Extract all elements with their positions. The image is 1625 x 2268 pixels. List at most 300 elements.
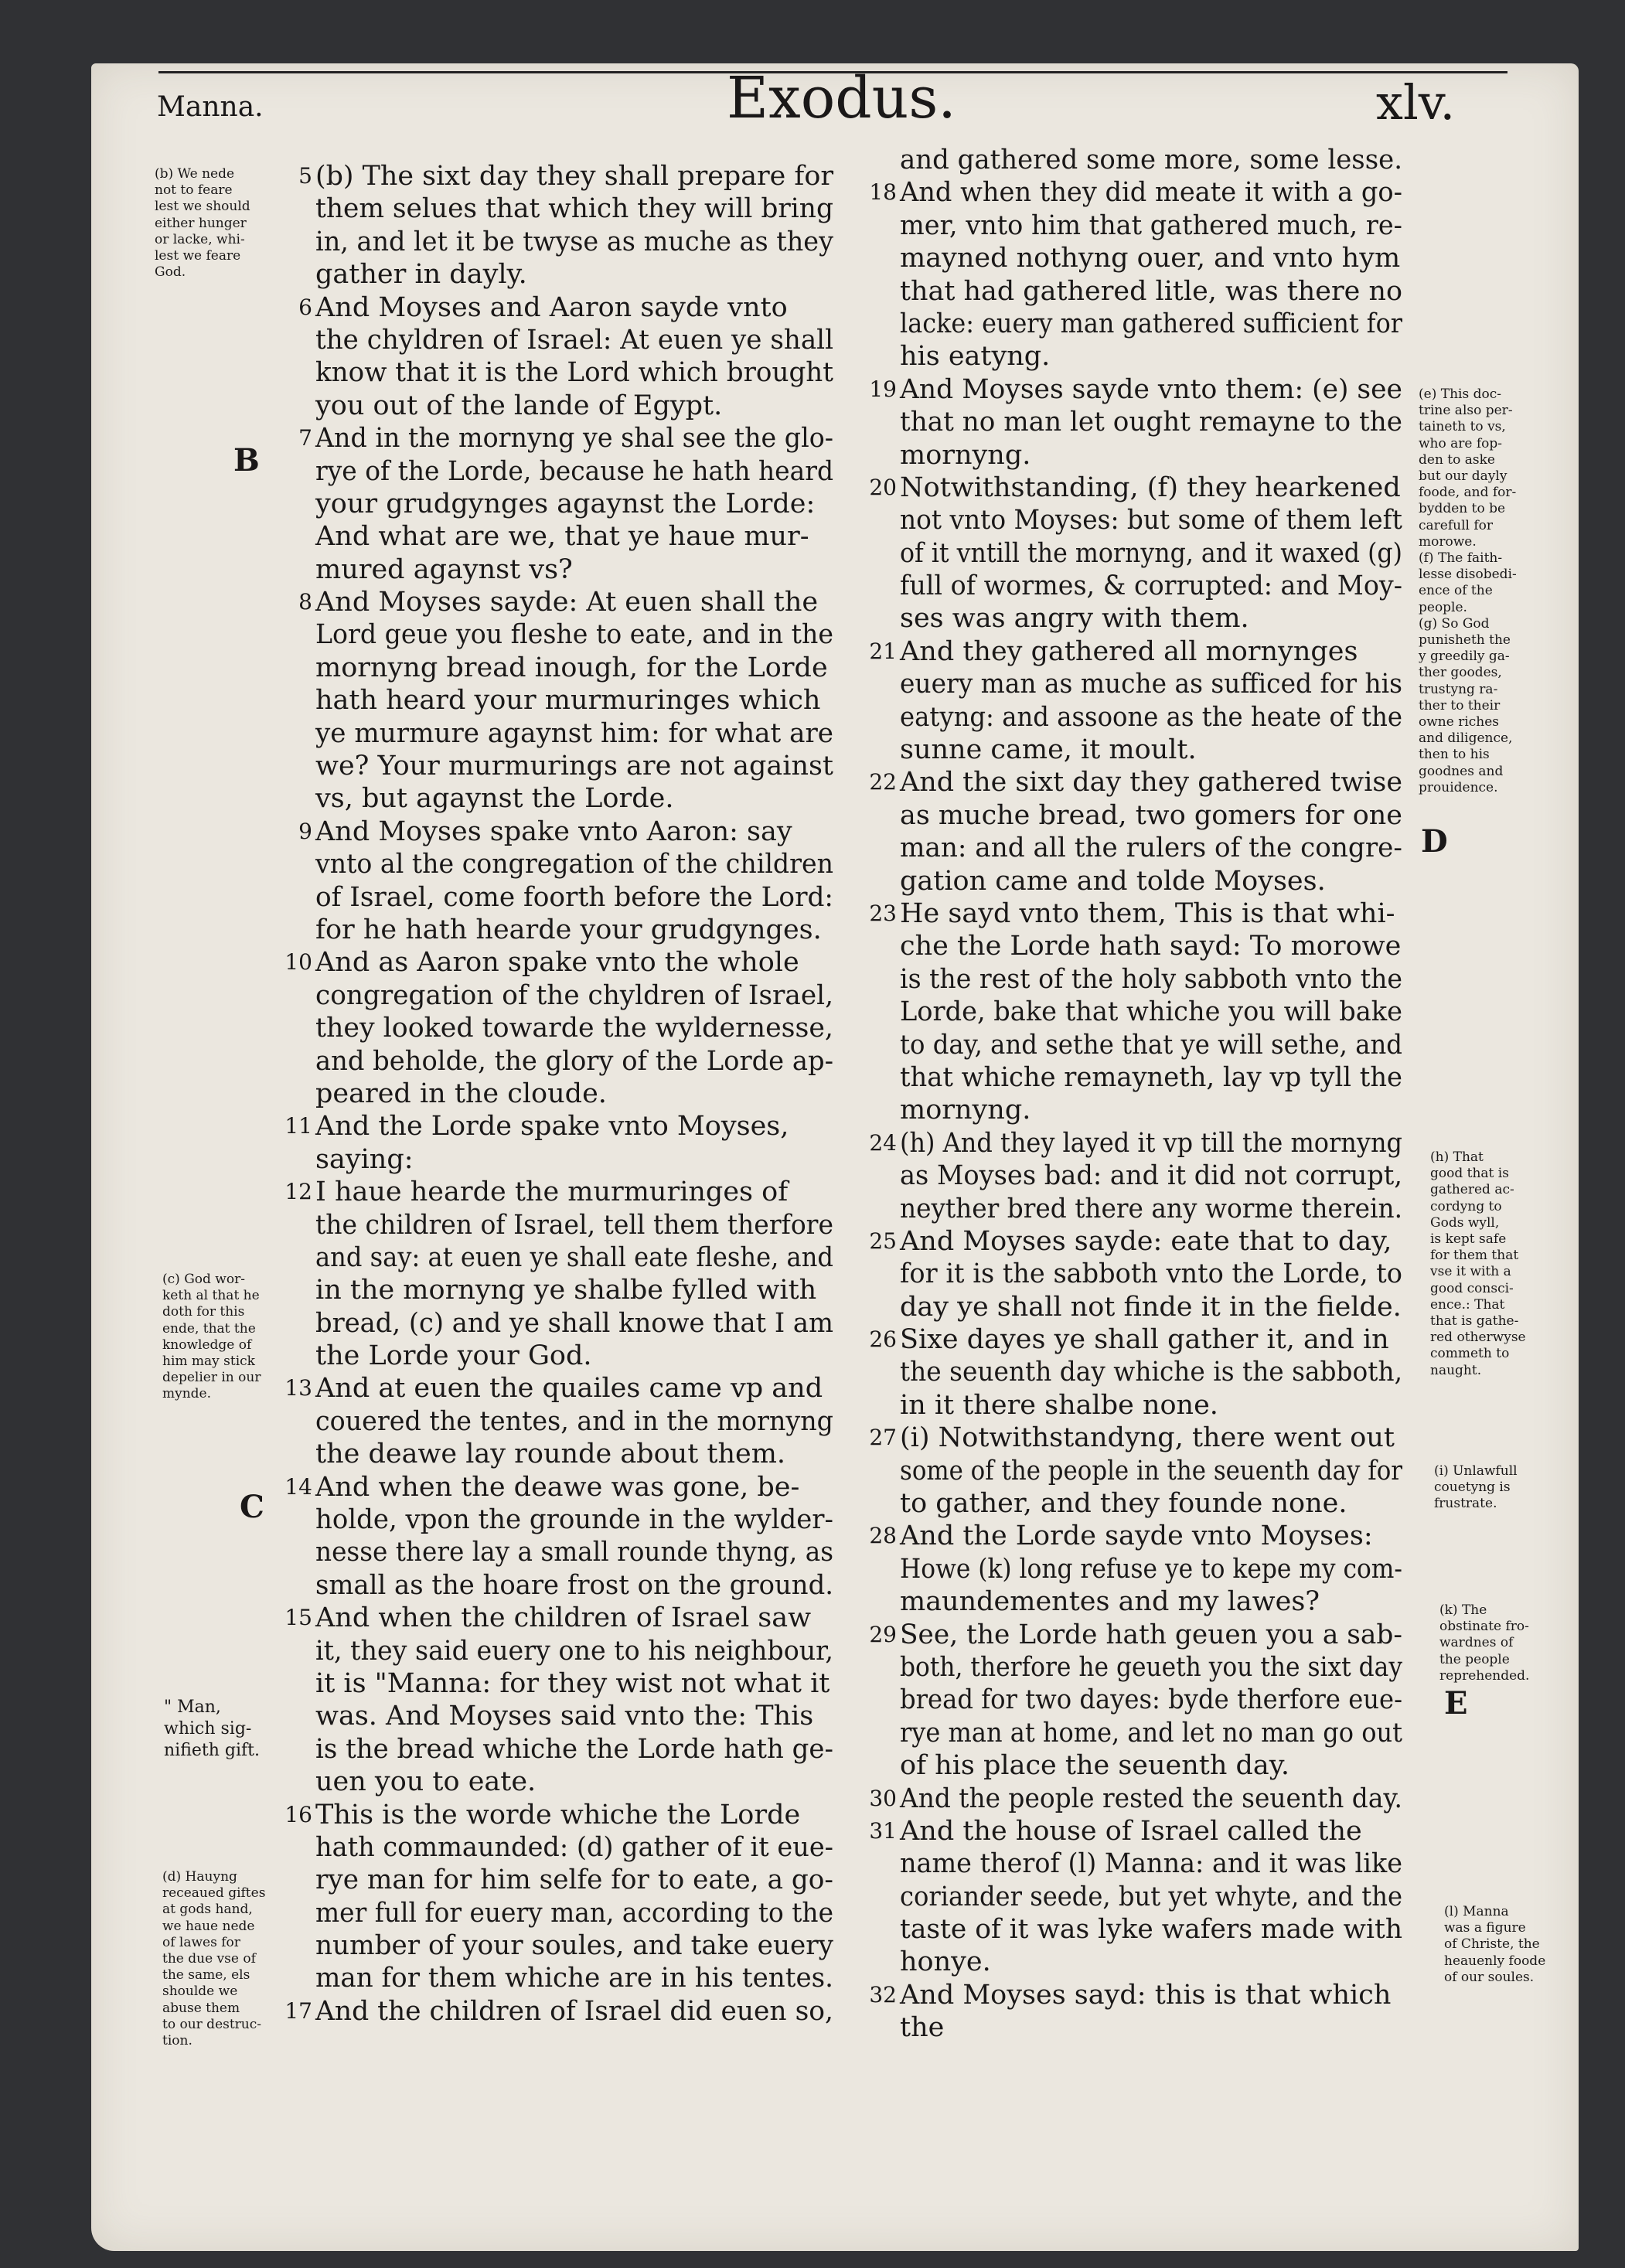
note-line: depelier in our xyxy=(162,1370,261,1386)
text-line xyxy=(900,144,1404,176)
note-line: which sig- xyxy=(164,1719,252,1738)
note-line: doth for this xyxy=(162,1304,245,1320)
verse-text: full of wormes, & corrupted: and Moy- xyxy=(900,570,1402,602)
text-line xyxy=(900,504,1404,536)
text-line xyxy=(284,1799,833,1831)
text-line xyxy=(315,258,833,291)
note-line: ende, that the xyxy=(162,1320,256,1337)
right-text-column xyxy=(869,144,1404,2045)
text-line xyxy=(315,914,833,946)
text-line xyxy=(315,1766,833,1798)
verse-text: and gathered some more, some lesse. xyxy=(900,145,1402,175)
marginal-note-h xyxy=(1430,1149,1526,1379)
note-line: cordyng to xyxy=(1430,1198,1502,1214)
text-line xyxy=(315,848,833,880)
verse-text: for he hath hearde your grudgynges. xyxy=(315,914,822,945)
verse-text: of it vntill the mornyng, and it waxed (g) xyxy=(900,537,1402,569)
note-line: lesse disobedi- xyxy=(1419,567,1517,583)
text-line xyxy=(869,1783,1404,1815)
verse-text: was. And Moyses said vnto the: This xyxy=(315,1701,814,1732)
section-letter-e: E xyxy=(1444,1685,1468,1721)
verse-number: 18 xyxy=(869,179,897,206)
text-line xyxy=(315,356,833,389)
note-line: ence of the xyxy=(1419,583,1493,599)
verse-number: 10 xyxy=(284,949,312,976)
note-line: commeth to xyxy=(1430,1346,1510,1362)
text-line xyxy=(900,570,1404,602)
text-line xyxy=(900,1455,1404,1487)
verse-number: 28 xyxy=(869,1523,897,1549)
note-line: not to feare xyxy=(155,182,233,199)
text-line xyxy=(284,1602,833,1634)
marginal-note-d xyxy=(162,1869,265,2049)
verse-number: 17 xyxy=(284,1997,312,2024)
note-line: red otherwyse xyxy=(1430,1330,1526,1346)
running-head: Manna. xyxy=(157,91,264,123)
verse-text: mornyng. xyxy=(900,439,1031,471)
text-line xyxy=(900,1094,1404,1126)
verse-text: hath heard your murmuringes which xyxy=(315,685,821,717)
text-line xyxy=(315,553,833,586)
text-line xyxy=(900,832,1404,864)
note-line: of lawes for xyxy=(162,1934,240,1950)
verse-text: And the people rested the seuenth day. xyxy=(900,1783,1402,1814)
verse-text: in it there shalbe none. xyxy=(900,1389,1218,1421)
note-line: goodnes and xyxy=(1419,763,1504,779)
note-line: Gods wyll, xyxy=(1430,1214,1500,1231)
text-line xyxy=(900,1847,1404,1880)
text-line xyxy=(315,1831,833,1864)
text-line xyxy=(900,1684,1404,1716)
note-line: foode, and for- xyxy=(1419,485,1517,501)
book-title: Exodus. xyxy=(727,65,956,131)
text-line xyxy=(900,1356,1404,1388)
verse-text: And the Lorde sayde vnto Moyses: xyxy=(900,1521,1373,1552)
note-line: (f) The faith- xyxy=(1419,550,1503,567)
text-line xyxy=(869,1127,1404,1160)
verse-number: 21 xyxy=(869,638,897,664)
text-line xyxy=(315,782,833,815)
verse-text: bread, (c) and ye shall knowe that I am xyxy=(315,1307,833,1339)
note-line: reprehended. xyxy=(1439,1667,1530,1684)
marginal-note-k xyxy=(1439,1602,1529,1684)
note-line: den to aske xyxy=(1419,451,1495,468)
text-line xyxy=(900,1487,1404,1520)
text-line xyxy=(869,1979,1404,2011)
verse-text: And Moyses sayde: eate that to day, xyxy=(900,1225,1392,1257)
verse-text: that no man let ought remayne to the xyxy=(900,407,1402,438)
verse-number: 14 xyxy=(284,1473,312,1500)
text-line xyxy=(315,1078,833,1110)
section-letter-b: B xyxy=(233,442,260,478)
verse-text: number of your soules, and take euery xyxy=(315,1930,833,1962)
verse-number: 24 xyxy=(869,1129,897,1156)
text-line xyxy=(315,226,833,258)
text-line xyxy=(900,406,1404,438)
note-line: tion. xyxy=(162,2033,192,2049)
verse-number: 16 xyxy=(284,1801,312,1827)
verse-number: 25 xyxy=(869,1228,897,1254)
text-line xyxy=(900,701,1404,734)
verse-text: name therof (l) Manna: and it was like xyxy=(900,1848,1402,1880)
verse-text: is the bread whiche the Lorde hath ge- xyxy=(315,1733,833,1765)
verse-text: for it is the sabboth vnto the Lorde, to xyxy=(900,1258,1402,1290)
verse-text: is the rest of the holy sabboth vnto the xyxy=(900,963,1402,995)
verse-text: Notwithstanding, (f) they hearkened xyxy=(900,472,1401,503)
note-line: trustyng ra- xyxy=(1419,681,1498,697)
verse-text: eatyng: and assoone as the heate of the xyxy=(900,701,1402,733)
text-line xyxy=(869,176,1404,209)
text-line xyxy=(315,520,833,553)
text-line xyxy=(900,963,1404,996)
section-letter-d: D xyxy=(1421,823,1448,860)
verse-text: (i) Notwithstandyng, there went out xyxy=(900,1422,1395,1454)
note-line: lest we should xyxy=(155,199,250,215)
verse-number: 31 xyxy=(869,1817,897,1844)
text-line xyxy=(869,766,1404,799)
verse-text: the children of Israel, tell them therfore xyxy=(315,1209,833,1241)
verse-number: 26 xyxy=(869,1326,897,1353)
text-line xyxy=(315,1405,833,1438)
verse-number: 15 xyxy=(284,1605,312,1631)
verse-text: that had gathered litle, was there no xyxy=(900,275,1402,307)
text-line xyxy=(900,1651,1404,1684)
verse-text: them selues that which they will bring xyxy=(315,193,833,225)
note-line: (k) The xyxy=(1439,1602,1487,1618)
marginal-note-l xyxy=(1444,1904,1545,1986)
folio-number: xlv. xyxy=(1376,74,1456,131)
verse-text: some of the people in the seuenth day for xyxy=(900,1455,1402,1486)
text-line xyxy=(298,816,833,848)
verse-number: 9 xyxy=(298,818,312,844)
verse-text: And Moyses sayde vnto them: (e) see xyxy=(900,373,1402,405)
text-line xyxy=(900,1291,1404,1323)
note-line: owne riches xyxy=(1419,714,1500,730)
verse-text: know that it is the Lord which brought xyxy=(315,357,833,389)
verse-text: your grudgynges agaynst the Lorde: xyxy=(315,488,816,519)
text-line xyxy=(869,897,1404,930)
note-line: bydden to be xyxy=(1419,501,1506,517)
text-line xyxy=(900,1585,1404,1618)
text-line xyxy=(869,1619,1404,1651)
verse-text: saying: xyxy=(315,1143,414,1175)
verse-text: that whiche remayneth, lay vp tyll the xyxy=(900,1061,1402,1093)
verse-number: 32 xyxy=(869,1981,897,2007)
text-line xyxy=(315,1962,833,1994)
verse-text: hath commaunded: (d) gather of it eue- xyxy=(315,1831,833,1863)
text-line xyxy=(284,946,833,979)
verse-text: mer, vnto him that gathered much, re- xyxy=(900,209,1402,241)
text-line xyxy=(869,1815,1404,1847)
text-line xyxy=(315,1569,833,1602)
verse-number: 20 xyxy=(869,474,897,500)
note-line: good that is xyxy=(1430,1166,1509,1182)
verse-text: and say: at euen ye shall eate fleshe, and xyxy=(315,1241,833,1273)
note-line: vse it with a xyxy=(1430,1264,1511,1280)
text-line xyxy=(315,455,833,488)
verse-text: to day, and sethe that ye will sethe, and xyxy=(900,1029,1402,1061)
text-line xyxy=(900,1160,1404,1192)
note-line: either hunger xyxy=(155,215,247,231)
text-line xyxy=(315,1700,833,1732)
verse-text: And Moyses sayd: this is that which xyxy=(900,1979,1392,2011)
verse-text: And the Lorde spake vnto Moyses, xyxy=(315,1111,789,1143)
text-line xyxy=(315,881,833,914)
note-line: good consci- xyxy=(1430,1280,1514,1296)
note-line: at gods hand, xyxy=(162,1902,253,1918)
note-line: nifieth gift. xyxy=(164,1741,260,1760)
verse-text: mornyng bread inough, for the Lorde xyxy=(315,652,828,683)
verse-text: of Israel, come foorth before the Lord: xyxy=(315,881,833,913)
note-line: was a figure xyxy=(1444,1920,1526,1936)
text-line xyxy=(315,1897,833,1929)
text-line xyxy=(315,324,833,356)
verse-text: (h) And they layed it vp till the mornyng xyxy=(900,1127,1402,1159)
marginal-note-i xyxy=(1434,1463,1518,1513)
verse-text: And when the deawe was gone, be- xyxy=(315,1471,800,1503)
note-line: is kept safe xyxy=(1430,1231,1507,1248)
note-line: knowledge of xyxy=(162,1337,252,1353)
text-line xyxy=(315,1340,833,1372)
verse-text: uen you to eate. xyxy=(315,1766,537,1798)
text-line xyxy=(315,750,833,782)
note-line: (c) God wor- xyxy=(162,1272,245,1287)
verse-text: ye murmure agaynst him: for what are xyxy=(315,717,833,749)
note-line: y greedily ga- xyxy=(1419,649,1510,665)
text-line xyxy=(315,1536,833,1568)
verse-text: mer full for euery man, according to the xyxy=(315,1897,833,1929)
note-line: the people xyxy=(1439,1651,1510,1667)
text-line xyxy=(900,865,1404,897)
note-line: lest we feare xyxy=(155,248,241,264)
verse-number: 27 xyxy=(869,1425,897,1451)
verse-text: peared in the cloude. xyxy=(315,1078,607,1109)
verse-number: 30 xyxy=(869,1785,897,1811)
verse-text: small as the hoare frost on the ground. xyxy=(315,1569,833,1601)
verse-text: not vnto Moyses: but some of them left xyxy=(900,505,1402,536)
note-line: naught. xyxy=(1430,1362,1482,1378)
text-line xyxy=(284,1176,833,1208)
text-line xyxy=(315,390,833,422)
text-line xyxy=(315,1667,833,1700)
text-line xyxy=(900,275,1404,308)
note-line: " Man, xyxy=(164,1698,221,1717)
text-line xyxy=(315,192,833,225)
note-line: him may stick xyxy=(162,1354,255,1370)
text-line xyxy=(869,1323,1404,1356)
text-line xyxy=(900,308,1404,340)
verse-text: they looked towarde the wyldernesse, xyxy=(315,1013,833,1044)
text-line xyxy=(298,422,833,455)
verse-text: And as Aaron spake vnto the whole xyxy=(315,947,799,979)
text-line xyxy=(900,668,1404,700)
note-line: to our destruc- xyxy=(162,2016,262,2032)
note-line: ther goodes, xyxy=(1419,665,1502,681)
text-line xyxy=(900,996,1404,1028)
note-line: ence.: That xyxy=(1430,1296,1505,1313)
verse-text: couered the tentes, and in the mornyng xyxy=(315,1405,833,1437)
section-letter-c: C xyxy=(240,1489,264,1525)
verse-text: it is "Manna: for they wist not what it xyxy=(315,1667,830,1699)
verse-number: 29 xyxy=(869,1621,897,1647)
verse-text: the xyxy=(900,2012,945,2044)
text-line xyxy=(315,1864,833,1896)
verse-text: This is the worde whiche the Lorde xyxy=(315,1799,801,1830)
verse-text: bread for two dayes: byde therfore eue- xyxy=(900,1684,1402,1716)
text-line xyxy=(315,1274,833,1306)
note-line: heauenly foode xyxy=(1444,1953,1546,1969)
verse-text: And the children of Israel did euen so, xyxy=(315,1995,833,2027)
verse-text: rye man for him selfe for to eate, a go- xyxy=(315,1864,833,1896)
verse-number: 7 xyxy=(298,425,312,451)
text-line xyxy=(315,1209,833,1241)
verse-text: mayned nothyng ouer, and vnto hym xyxy=(900,243,1401,274)
text-line xyxy=(900,799,1404,832)
note-line: obstinate fro- xyxy=(1439,1619,1529,1635)
note-line: punisheth the xyxy=(1419,632,1511,649)
note-line: the same, els xyxy=(162,1967,250,1984)
text-line xyxy=(315,684,833,717)
note-line: that is gathe- xyxy=(1430,1313,1519,1330)
note-line: abuse them xyxy=(162,2000,240,2016)
verse-text: in, and let it be twyse as muche as they xyxy=(315,226,833,257)
verse-text: the deawe lay rounde about them. xyxy=(315,1439,786,1470)
verse-number: 11 xyxy=(284,1113,312,1139)
verse-text: as muche bread, two gomers for one xyxy=(900,799,1402,831)
note-line: (l) Manna xyxy=(1444,1904,1509,1919)
text-line xyxy=(284,1471,833,1503)
text-line xyxy=(900,209,1404,242)
note-line: (d) Hauyng xyxy=(162,1869,237,1885)
verse-number: 6 xyxy=(298,294,312,320)
text-line xyxy=(298,160,833,192)
text-line xyxy=(869,472,1404,504)
note-line: and diligence, xyxy=(1419,730,1513,747)
text-line xyxy=(900,602,1404,635)
verse-text: holde, vpon the grounde in the wylder- xyxy=(315,1504,833,1536)
verse-number: 8 xyxy=(298,589,312,615)
text-line xyxy=(900,1913,1404,1946)
verse-text: to gather, and they founde none. xyxy=(900,1488,1347,1520)
verse-text: euery man as muche as sufficed for his xyxy=(900,669,1402,700)
text-line xyxy=(315,1733,833,1766)
note-line: (h) That xyxy=(1430,1149,1484,1165)
text-line xyxy=(869,1520,1404,1552)
note-line: shoulde we xyxy=(162,1984,238,2000)
verse-text: in the mornyng ye shalbe fylled with xyxy=(315,1275,817,1306)
text-line xyxy=(315,1143,833,1176)
verse-text: you out of the lande of Egypt. xyxy=(315,390,723,421)
verse-text: And when the children of Israel saw xyxy=(315,1602,812,1634)
note-line: (b) We nede xyxy=(155,166,235,182)
text-line xyxy=(900,1389,1404,1422)
note-line: morowe. xyxy=(1419,533,1477,550)
text-line xyxy=(869,1422,1404,1454)
verse-text: of his place the seuenth day. xyxy=(900,1750,1290,1782)
text-line xyxy=(315,1241,833,1274)
text-line xyxy=(900,1717,1404,1749)
verse-text: coriander seede, but yet whyte, and the xyxy=(900,1881,1402,1912)
note-line: who are fop- xyxy=(1419,435,1503,451)
text-line xyxy=(900,1061,1404,1094)
text-line xyxy=(900,340,1404,373)
verse-text: as Moyses bad: and it did not corrupt, xyxy=(900,1160,1402,1192)
note-line: gathered ac- xyxy=(1430,1182,1514,1198)
marginal-note-manna xyxy=(164,1697,260,1762)
text-line xyxy=(315,1012,833,1044)
verse-number: 23 xyxy=(869,900,897,926)
note-line: (g) So God xyxy=(1419,615,1490,632)
verse-text: rye man at home, and let no man go out xyxy=(900,1717,1402,1749)
text-line xyxy=(284,1995,833,2028)
note-line: frustrate. xyxy=(1434,1496,1497,1512)
note-line: then to his xyxy=(1419,747,1490,763)
verse-text: And when they did meate it with a go- xyxy=(900,177,1402,209)
note-line: God. xyxy=(155,264,186,281)
note-line: prouidence. xyxy=(1419,779,1498,795)
verse-text: (b) The sixt day they shall prepare for xyxy=(315,161,833,192)
text-line xyxy=(900,1749,1404,1782)
text-line xyxy=(315,1438,833,1470)
marginal-note-c xyxy=(162,1272,261,1403)
verse-text: vs, but agaynst the Lorde. xyxy=(315,783,674,815)
note-line: mynde. xyxy=(162,1386,212,1402)
verse-text: And the house of Israel called the xyxy=(900,1815,1362,1847)
verse-text: the seuenth day whiche is the sabboth, xyxy=(900,1357,1402,1388)
verse-text: man for them whiche are in his tentes. xyxy=(315,1963,833,1994)
left-text-column xyxy=(284,160,833,2028)
verse-text: honye. xyxy=(900,1946,991,1978)
note-line: or lacke, whi- xyxy=(155,231,245,247)
verse-number: 13 xyxy=(284,1375,312,1401)
note-line: ther to their xyxy=(1419,697,1501,713)
verse-text: both, therfore he geueth you the sixt day xyxy=(900,1651,1402,1683)
text-line xyxy=(900,1258,1404,1290)
text-line xyxy=(900,1193,1404,1225)
note-line: (e) This doc- xyxy=(1419,387,1501,402)
text-line xyxy=(900,439,1404,472)
text-line xyxy=(315,979,833,1012)
text-line xyxy=(900,2011,1404,2044)
verse-text: day ye shall not finde it in the fielde. xyxy=(900,1291,1402,1323)
text-line xyxy=(315,618,833,651)
verse-text: rye of the Lorde, because he hath heard xyxy=(315,455,833,487)
text-line xyxy=(298,291,833,324)
verse-text: vnto al the congregation of the children xyxy=(315,849,833,880)
text-line xyxy=(298,586,833,618)
verse-number: 22 xyxy=(869,769,897,795)
verse-text: And in the mornyng ye shal see the glo- xyxy=(315,423,833,455)
verse-text: See, the Lorde hath geuen you a sab- xyxy=(900,1619,1402,1650)
note-line: people. xyxy=(1419,599,1467,615)
verse-text: the Lorde your God. xyxy=(315,1340,592,1372)
text-line xyxy=(315,1045,833,1078)
note-line: the due vse of xyxy=(162,1951,256,1967)
note-line: couetyng is xyxy=(1434,1480,1511,1496)
verse-text: man: and all the rulers of the congre- xyxy=(900,833,1402,864)
verse-text: congregation of the chyldren of Israel, xyxy=(315,979,833,1011)
note-line: for them that xyxy=(1430,1248,1519,1264)
verse-text: it, they said euery one to his neighbour, xyxy=(315,1635,833,1667)
note-line: carefull for xyxy=(1419,517,1494,533)
text-line xyxy=(900,930,1404,962)
verse-text: his eatyng. xyxy=(900,341,1051,373)
verse-text: maundementes and my lawes? xyxy=(900,1586,1320,1618)
text-line xyxy=(315,1929,833,1962)
verse-text: we? Your murmurings are not against xyxy=(315,751,833,782)
text-line xyxy=(315,717,833,750)
note-line: keth al that he xyxy=(162,1288,260,1304)
